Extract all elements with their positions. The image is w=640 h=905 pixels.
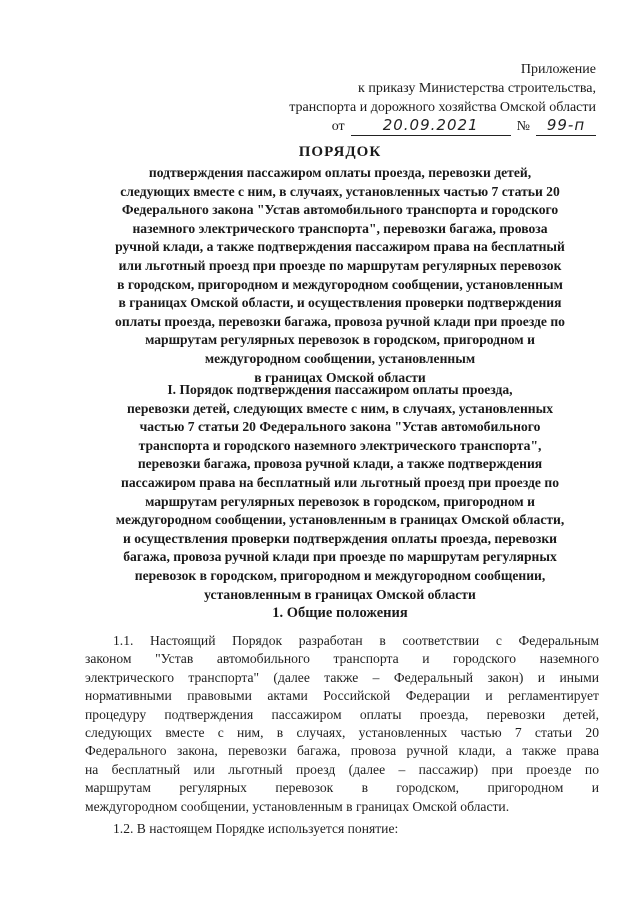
paragraph-line: процедуру подтверждения пассажиром оплаты проезда, перевозки детей,: [85, 706, 599, 722]
paragraph-1-1: [85, 632, 599, 816]
order-date-number-line: [332, 117, 596, 136]
subtitle-line: в границах Омской области, и осуществления проверки подтверждения: [118, 295, 562, 311]
general-provisions-heading: 1. Общие положения: [272, 605, 408, 621]
paragraph-line: 1.1. Настоящий Порядок разработан в соответствии с Федеральным: [113, 633, 599, 648]
document-title: ПОРЯДОК: [298, 144, 382, 160]
section-heading-line: перевозок в городском, пригородном и междугородном сообщении,: [134, 567, 546, 583]
section-heading-line: установленным в границах Омской области: [204, 586, 476, 602]
section-heading-line: багажа, провоза ручной клади при проезде по маршрутам регулярных: [123, 549, 557, 565]
section-heading-line: пассажиром права на бесплатный или льготный проезд при проезде по: [121, 474, 559, 490]
appendix-order-line: к приказу Министерства строительства,: [358, 81, 596, 96]
paragraph-line: междугородном сообщении, установленным в границах Омской области.: [85, 798, 510, 814]
section-heading-line: перевозки детей, следующих вместе с ним, в случаях, установленных: [126, 400, 554, 416]
section-heading-line: междугородном сообщении, установленным в границах Омской области,: [115, 512, 565, 528]
paragraph-line: законом "Устав автомобильного транспорта и городского наземного: [85, 651, 599, 667]
section-heading-line: I. Порядок подтверждения пассажиром оплаты проезда,: [167, 382, 513, 397]
paragraph-line: следующих вместе с ним, в случаях, установленных частью 7 статьи 20: [85, 725, 599, 741]
paragraph-line: на бесплатный или льготный проезд (далее – пассажир) при проезде по: [85, 761, 599, 777]
subtitle-line: в границах Омской области: [254, 369, 426, 385]
subtitle-line: следующих вместе с ним, в случаях, установленных частью 7 статьи 20: [120, 183, 560, 199]
section-1-heading: [60, 381, 620, 604]
subtitle-line: или льготный проезд при проезде по маршрутам регулярных перевозок: [118, 257, 562, 273]
document-subtitle: [60, 164, 620, 387]
appendix-ministry-line: транспорта и дорожного хозяйства Омской области: [289, 100, 596, 115]
paragraph-1-2: [85, 820, 599, 838]
section-heading-line: перевозки багажа, провоза ручной клади, а также подтверждения: [137, 456, 543, 472]
section-heading-line: и осуществления проверки подтверждения оплаты проезда, перевозки: [123, 530, 557, 546]
order-date-field: [351, 117, 511, 136]
appendix-label: Приложение: [520, 62, 596, 77]
paragraph-line: 1.2. В настоящем Порядке используется понятие:: [113, 821, 399, 836]
subtitle-line: маршрутам регулярных перевозок в городском, пригородном и: [145, 332, 535, 348]
subtitle-line: ручной клади, а также подтверждения пассажиром права на бесплатный: [115, 239, 565, 255]
order-number-field: [536, 117, 596, 136]
paragraph-line: нормативными правовыми актами Российской Федерации и регламентирует: [85, 688, 599, 704]
subtitle-line: оплаты проезда, перевозки багажа, провоза ручной клади при проезде по: [115, 313, 565, 329]
appendix-header: [289, 60, 596, 136]
subtitle-line: Федерального закона "Устав автомобильного транспорта и городского: [121, 202, 559, 218]
section-heading-line: частью 7 статьи 20 Федерального закона "Устав автомобильного: [139, 419, 541, 435]
paragraph-line: электрического транспорта" (далее также – Федеральный закон) и иными: [85, 669, 599, 685]
subtitle-line: наземного электрического транспорта", перевозки багажа, провоза: [132, 220, 548, 236]
paragraph-line: Федерального закона, перевозки багажа, провоза ручной клади, а также права: [85, 743, 599, 759]
number-label: №: [516, 119, 530, 134]
subtitle-line: междугородном сообщении, установленным: [204, 350, 476, 366]
subtitle-line: в городском, пригородном и междугородном сообщении, установленным: [117, 276, 563, 292]
from-label: от: [331, 119, 345, 134]
section-heading-line: маршрутам регулярных перевозок в городском, пригородном и: [145, 493, 535, 509]
paragraph-line: маршрутам регулярных перевозок в городском, пригородном и: [85, 780, 599, 796]
order-date-handwritten: 20.09.2021: [382, 116, 479, 134]
section-heading-line: транспорта и городского наземного электрического транспорта",: [138, 437, 542, 453]
subtitle-line: подтверждения пассажиром оплаты проезда, перевозки детей,: [148, 165, 532, 180]
order-number-handwritten: 99-п: [546, 116, 586, 134]
